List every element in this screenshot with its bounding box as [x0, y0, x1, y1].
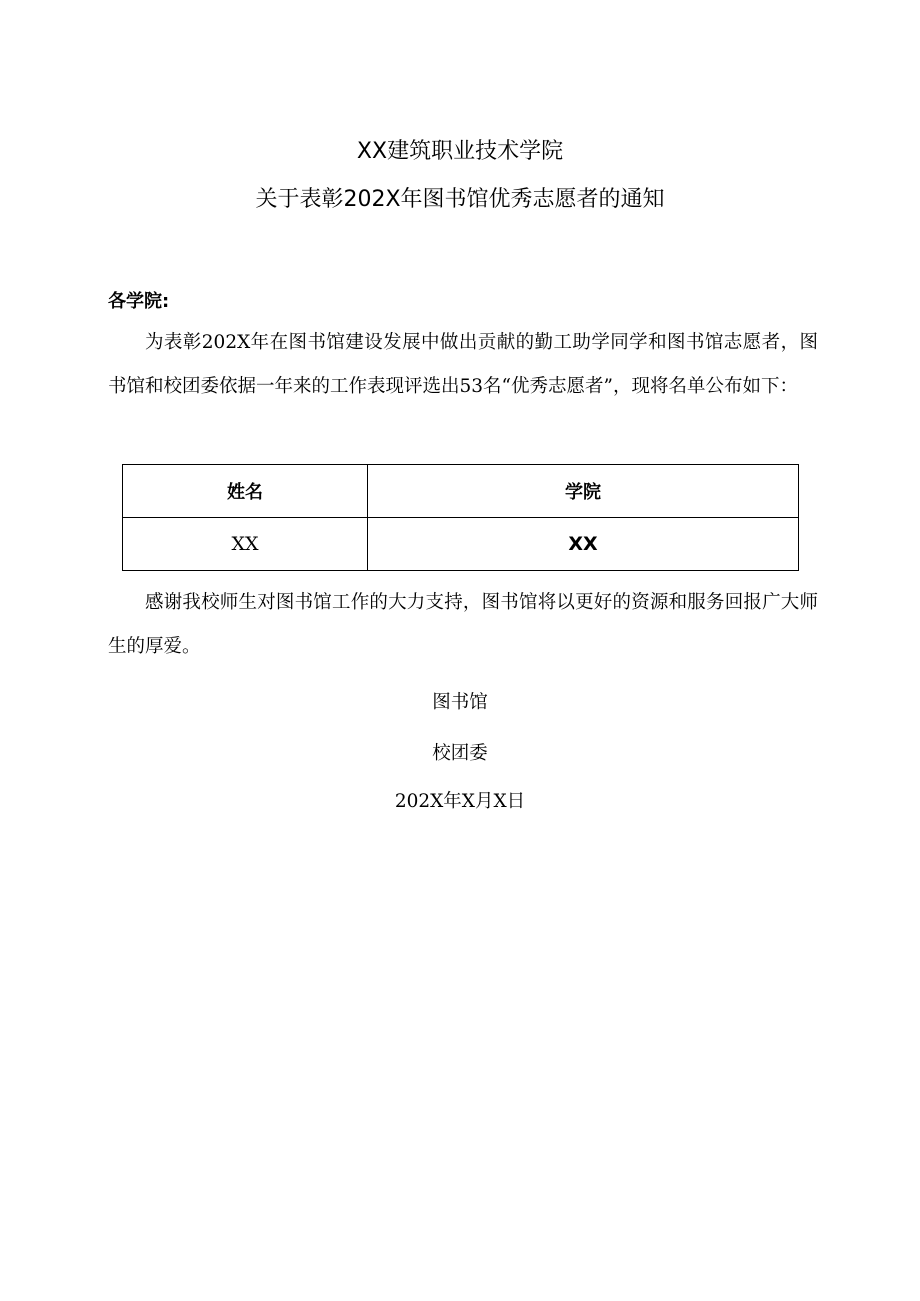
volunteer-list-table: [122, 464, 799, 571]
body-paragraph-intro: 为表彰202X年在图书馆建设发展中做出贡献的勤工助学同学和图书馆志愿者，图书馆和校团委依据一年来的工作表现评选出53名“优秀志愿者”，现将名单公布如下：: [108, 332, 818, 397]
column-header-college: 学院: [368, 465, 799, 518]
salutation: 各学院:: [108, 291, 170, 312]
cell-college: XX: [368, 518, 799, 571]
signature-library: 图书馆: [432, 692, 488, 713]
column-header-name: 姓名: [123, 465, 368, 518]
table-row: [123, 518, 799, 571]
cell-name: XX: [123, 518, 368, 571]
table-header-row: [123, 465, 799, 518]
signature-youth-league: 校团委: [432, 743, 488, 764]
document-title-school: XX建筑职业技术学院: [356, 139, 564, 164]
signature-date: 202X年X月X日: [394, 791, 526, 812]
document-title-subject: 关于表彰202X年图书馆优秀志愿者的通知: [255, 187, 665, 212]
body-paragraph-thanks: 感谢我校师生对图书馆工作的大力支持，图书馆将以更好的资源和服务回报广大师生的厚爱。: [108, 592, 818, 657]
